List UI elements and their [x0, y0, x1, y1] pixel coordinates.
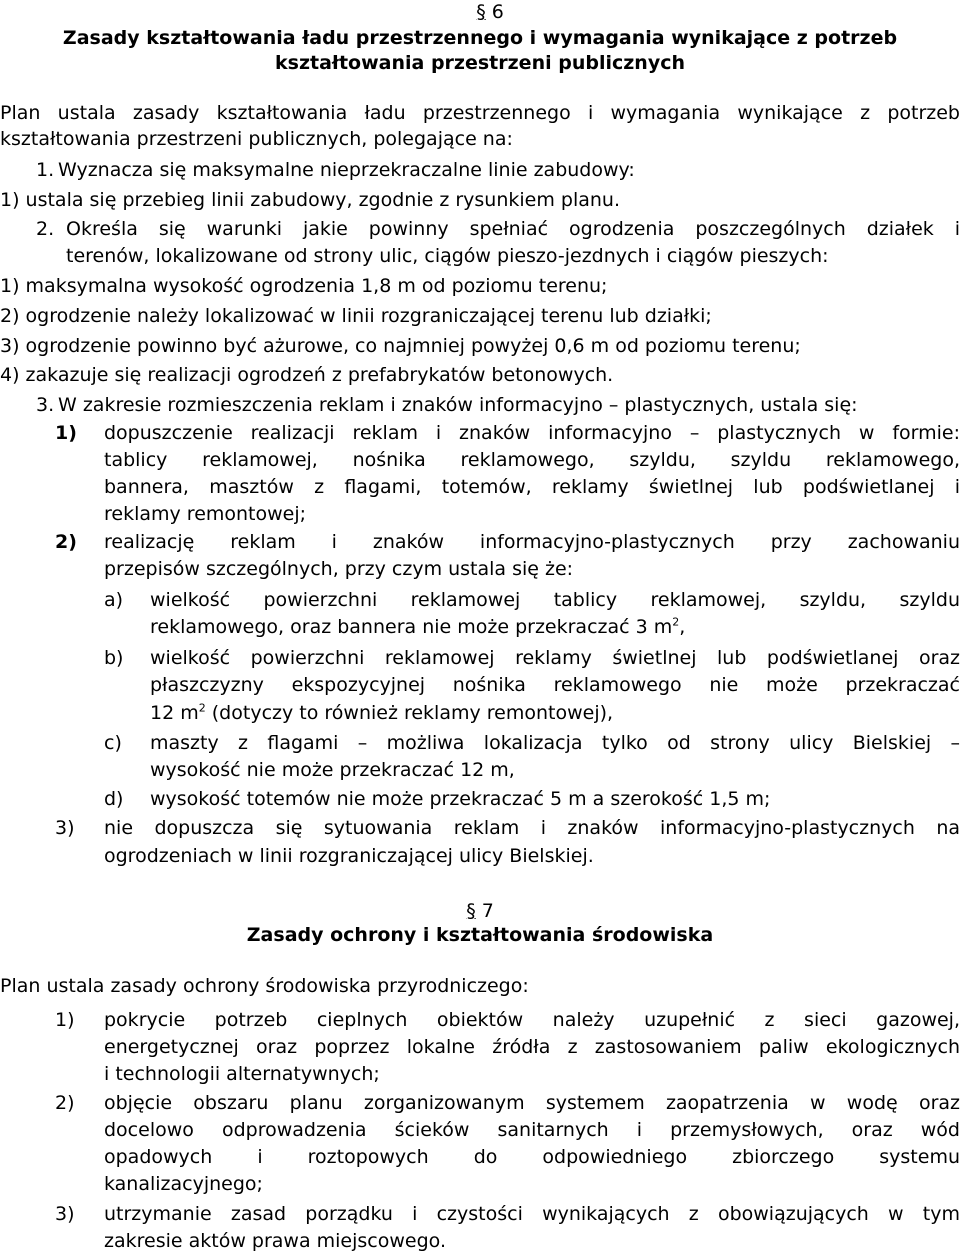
subitem-c-line-2: wysokość nie może przekraczać 12 m,	[150, 759, 515, 781]
section-7-item-line: energetycznej oraz poprzez lokalne źródła z zastosowaniem paliw ekologicznych	[104, 1036, 960, 1058]
point-3-number: 3.	[36, 394, 55, 416]
item-1-line: bannera, masztów z flagami, totemów, reklamy świetlnej lub podświetlanej i	[104, 476, 960, 498]
section-number: 6	[491, 1, 504, 23]
section-6-heading	[440, 0, 540, 26]
item-1-line: tablicy reklamowej, nośnika reklamowego, szyldu, szyldu reklamowego,	[104, 449, 960, 471]
subitem-a-line-2	[150, 614, 685, 641]
section-7-item-line: pokrycie potrzeb cieplnych obiektów należy uzupełnić z sieci gazowej,	[104, 1009, 960, 1031]
subitem-a-label: a)	[104, 589, 124, 611]
subitem-a-line-1: wielkość powierzchni reklamowej tablicy reklamowej, szyldu, szyldu	[150, 589, 960, 611]
subitem-d-label: d)	[104, 788, 124, 810]
section-6-intro-line-1: Plan ustala zasady kształtowania ładu przestrzennego i wymagania wynikające z potrzeb	[0, 102, 960, 124]
section-7-item-line: docelowo odprowadzenia ścieków sanitarnych i przemysłowych, oraz wód	[104, 1119, 960, 1141]
section-7-item-line: i technologii alternatywnych;	[104, 1063, 380, 1085]
section-7-item-line: objęcie obszaru planu zorganizowanym systemem zaopatrzenia w wodę oraz	[104, 1092, 960, 1114]
point-1-item-1: 1) ustala się przebieg linii zabudowy, zgodnie z rysunkiem planu.	[0, 189, 621, 211]
point-1-text: Wyznacza się maksymalne nieprzekraczalne linie zabudowy:	[58, 159, 635, 181]
point-2-item: 2) ogrodzenie należy lokalizować w linii rozgraniczającej terenu lub działki;	[0, 305, 712, 327]
section-number: 7	[481, 900, 494, 922]
superscript: 2	[198, 701, 206, 715]
section-7-title: Zasady ochrony i kształtowania środowiska	[246, 924, 714, 946]
section-7-item-label: 1)	[55, 1009, 75, 1031]
section-6-intro-line-2: kształtowania przestrzeni publicznych, polegające na:	[0, 128, 513, 150]
point-2-item: 1) maksymalna wysokość ogrodzenia 1,8 m od poziomu terenu;	[0, 275, 608, 297]
subitem-b-text: 12 m	[150, 702, 199, 724]
item-2-label: 2)	[55, 531, 77, 553]
section-7-heading	[430, 898, 530, 925]
section-7-item-label: 3)	[55, 1203, 75, 1225]
point-2-item: 4) zakazuje się realizacji ogrodzeń z prefabrykatów betonowych.	[0, 364, 614, 386]
subitem-a-text: reklamowego, oraz bannera nie może przekraczać 3 m	[150, 616, 673, 638]
item-1-line: reklamy remontowej;	[104, 503, 307, 525]
superscript: 2	[672, 615, 680, 629]
point-2-line-2: terenów, lokalizowane od strony ulic, ciągów pieszo-jezdnych i ciągów pieszych:	[66, 245, 829, 267]
section-7-item-label: 2)	[55, 1092, 75, 1114]
section-6-title-line-1: Zasady kształtowania ładu przestrzennego i wymagania wynikające z potrzeb	[62, 27, 898, 49]
paragraph-mark: §	[466, 900, 476, 922]
subitem-c-label: c)	[104, 732, 122, 754]
paragraph-mark: §	[476, 1, 486, 23]
point-2-number: 2.	[36, 218, 55, 240]
subitem-b-line-3	[150, 700, 613, 727]
section-7-intro: Plan ustala zasady ochrony środowiska przyrodniczego:	[0, 975, 529, 997]
item-2-line: przepisów szczególnych, przy czym ustala się że:	[104, 558, 574, 580]
point-2-line-1: Określa się warunki jakie powinny spełniać ogrodzenia poszczególnych działek i	[66, 218, 960, 240]
subitem-b-text-end: (dotyczy to również reklamy remontowej),	[205, 702, 614, 724]
subitem-a-text-end: ,	[679, 616, 686, 638]
section-6-title-line-2: kształtowania przestrzeni publicznych	[275, 52, 685, 74]
item-2-line: realizację reklam i znaków informacyjno-plastycznych przy zachowaniu	[104, 531, 960, 553]
item-1-line: dopuszczenie realizacji reklam i znaków informacyjno – plastycznych w formie:	[104, 422, 960, 444]
point-1-number: 1.	[36, 159, 55, 181]
section-7-item-line: zakresie aktów prawa miejscowego.	[104, 1230, 446, 1252]
subitem-b-line-2: płaszczyzny ekspozycyjnej nośnika reklamowego nie może przekraczać	[150, 674, 960, 696]
subitem-c-line-1: maszty z flagami – możliwa lokalizacja tylko od strony ulicy Bielskiej –	[150, 732, 960, 754]
point-2-item: 3) ogrodzenie powinno być ażurowe, co najmniej powyżej 0,6 m od poziomu terenu;	[0, 335, 801, 357]
item-3-line: nie dopuszcza się sytuowania reklam i znaków informacyjno-plastycznych na	[104, 817, 960, 839]
section-7-item-line: opadowych i roztopowych do odpowiedniego zbiorczego systemu	[104, 1146, 960, 1168]
item-3-line: ogrodzeniach w linii rozgraniczającej ulicy Bielskiej.	[104, 845, 594, 867]
subitem-b-line-1: wielkość powierzchni reklamowej reklamy świetlnej lub podświetlanej oraz	[150, 647, 960, 669]
subitem-b-label: b)	[104, 647, 124, 669]
subitem-d-line-1: wysokość totemów nie może przekraczać 5 m a szerokość 1,5 m;	[150, 788, 771, 810]
section-7-item-line: utrzymanie zasad porządku i czystości wynikających z obowiązujących w tym	[104, 1203, 960, 1225]
point-3-text: W zakresie rozmieszczenia reklam i znaków informacyjno – plastycznych, ustala się:	[58, 394, 858, 416]
item-1-label: 1)	[55, 422, 77, 444]
section-7-item-line: kanalizacyjnego;	[104, 1173, 263, 1195]
item-3-label: 3)	[55, 817, 75, 839]
